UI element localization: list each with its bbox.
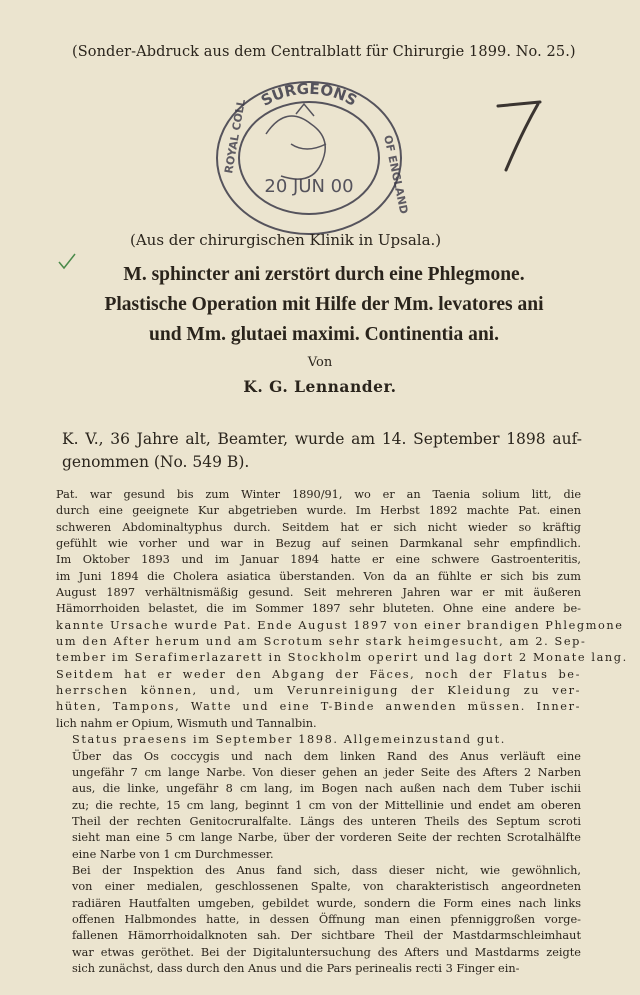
article-title xyxy=(44,260,604,350)
body-line: war etwas geröthet. Bei der Digitaluntersuchung des Afters und Mastdarms zeigte xyxy=(72,945,581,959)
paragraph-scars xyxy=(56,749,581,863)
svg-text:SURGEONS xyxy=(258,80,360,110)
body-line: aus, die linke, ungefähr 8 cm lang, im Bogen nach außen nach dem Tuber ischii xyxy=(72,782,581,796)
stamp-right-text: OF ENGLAND xyxy=(381,133,411,216)
stamp-date: 20 JUN 00 xyxy=(264,176,354,197)
paragraph-status xyxy=(56,732,581,748)
title-line-3: und Mm. glutaei maximi. Continentia ani. xyxy=(149,324,499,345)
lead-paragraph xyxy=(62,428,582,474)
body-line: eine Narbe von 1 cm Durchmesser. xyxy=(72,847,274,861)
body-line: hüten, Tampons, Watte und eine T-Binde anwenden müssen. Inner- xyxy=(56,700,581,714)
handwritten-number-text: 7 xyxy=(492,94,493,95)
offprint-header: (Sonder-Abdruck aus dem Centralblatt für Chirurgie 1899. No. 25.) xyxy=(72,44,576,60)
stamp-left-text: ROYAL COLL xyxy=(222,98,249,175)
body-line: Über das Os coccygis und nach dem linken Rand des Anus verläuft eine xyxy=(72,749,581,763)
body-line: tember im Serafimerlazarett in Stockholm operirt und lag dort 2 Monate lang. xyxy=(56,651,628,665)
body-line: im Juni 1894 die Cholera asiatica überstanden. Von da an fühlte er sich bis zum xyxy=(56,569,581,583)
body-line: gefühlt wie vorher und war in Bezug auf seinen Darmkanal sehr empfindlich. xyxy=(56,537,581,551)
paragraph-inspection xyxy=(56,863,581,977)
clinic-line: (Aus der chirurgischen Klinik in Upsala.) xyxy=(130,231,442,249)
body-line: sich zunächst, dass durch den Anus und die Pars perinealis recti 3 Finger ein- xyxy=(72,961,520,975)
body-line: kannte Ursache wurde Pat. Ende August 1897 von einer brandigen Phlegmone xyxy=(56,618,624,632)
body-line: Bei der Inspektion des Anus fand sich, dass dieser nicht, wie gewöhnlich, xyxy=(72,863,581,877)
byline-von: Von xyxy=(307,355,333,370)
lead-line: genommen (No. 549 B). xyxy=(62,453,250,471)
paragraph-history xyxy=(56,487,628,732)
handwritten-number xyxy=(492,94,552,174)
body-line: Hämorrhoiden belastet, die im Sommer 1897 sehr bluteten. Ohne eine andere be- xyxy=(56,602,581,616)
body-line: fallenen Hämorrhoidalknoten sah. Der sichtbare Theil der Mastdarmschleimhaut xyxy=(72,929,581,943)
body-line: radiären Hautfalten umgeben, gebildet wurde, sondern die Form eines nach links xyxy=(72,896,581,910)
body-line: schweren Abdominaltyphus durch. Seitdem hat er sich nicht wieder so kräftig xyxy=(56,520,581,534)
body-line: Status praesens im September 1898. Allgemeinzustand gut. xyxy=(72,733,506,747)
library-stamp xyxy=(196,74,422,242)
body-line: Pat. war gesund bis zum Winter 1890/91, wo er an Taenia solium litt, die xyxy=(56,488,581,501)
body-line: August 1897 verhältnismäßig gesund. Seit mehreren Jahren war er mit äußeren xyxy=(56,586,581,600)
title-line-1: M. sphincter ani zerstört durch eine Phlegmone. xyxy=(123,264,525,285)
body-line: sieht man eine 5 cm lange Narbe, über der vorderen Seite der rechten Scrotalhälfte xyxy=(72,831,581,845)
body-line: Theil der rechten Genitocruralfalte. Längs des unteren Theils des Septum scroti xyxy=(72,814,581,828)
body-line: herrschen können, und, um Verunreinigung der Kleidung zu ver- xyxy=(56,684,581,698)
body-line: durch eine geeignete Kur abgetrieben wurde. Im Herbst 1892 machte Pat. einen xyxy=(56,504,581,518)
lead-line: K. V., 36 Jahre alt, Beamter, wurde am 14. September 1898 auf- xyxy=(62,430,582,448)
body-line: offenen Halbmondes hatte, in dessen Öffnung man einen pfenniggroßen vorge- xyxy=(72,912,581,926)
body-line: zu; die rechte, 15 cm lang, beginnt 1 cm von der Mittellinie und endet am oberen xyxy=(72,798,581,812)
body-line: Seitdem hat er weder den Abgang der Fäces, noch der Flatus be- xyxy=(56,667,581,681)
body-line: lich nahm er Opium, Wismuth und Tannalbin. xyxy=(56,716,317,730)
body-line: ungefähr 7 cm lange Narbe. Von dieser gehen an jeder Seite des Afters 2 Narben xyxy=(72,765,581,779)
article-body xyxy=(56,487,628,977)
body-line: Im Oktober 1893 und im Januar 1894 hatte er eine schwere Gastroenteritis, xyxy=(56,553,581,567)
body-line: von einer medialen, geschlossenen Spalte, von charakteristisch angeordneten xyxy=(72,880,581,894)
author-name: K. G. Lennander. xyxy=(243,377,397,396)
title-line-2: Plastische Operation mit Hilfe der Mm. levatores ani xyxy=(104,294,544,315)
stamp-seal-icon xyxy=(196,74,422,242)
body-line: um den After herum und am Scrotum sehr stark heimgesucht, am 2. Sep- xyxy=(56,635,587,649)
stamp-top-text: SURGEONS xyxy=(257,79,361,110)
